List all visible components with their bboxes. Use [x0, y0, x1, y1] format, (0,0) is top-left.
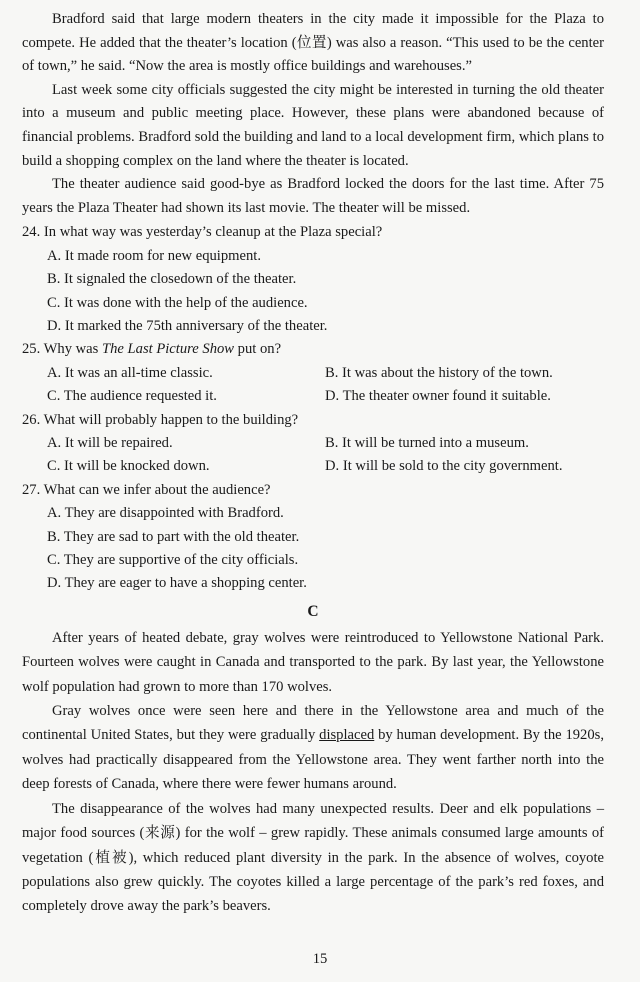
passage-b	[22, 8, 604, 220]
section-c-heading: C	[307, 602, 319, 620]
question-26	[22, 409, 604, 479]
question-24-option-c: C. It was done with the help of the audience.	[47, 294, 308, 311]
passage-c-paragraph-1: After years of heated debate, gray wolves were reintroduced to Yellowstone National Park. Fourteen wolves were caught in Canada and transported to the park. By last year, the Yellowstone wolf population had grown to more than 170 wolves.	[22, 629, 604, 695]
passage-b-paragraph-2: Last week some city officials suggested the city might be interested in turning the old theater into a museum and public meeting place. However, these plans were abandoned because of financial problems. Bradford sold the building and land to a local development firm, which plans to build a shopping complex on the land where the theater is located.	[22, 81, 604, 169]
question-list	[22, 221, 604, 596]
question-26-option-d: D. It will be sold to the city government.	[325, 458, 563, 475]
passage-c	[22, 626, 604, 919]
question-27-option-d: D. They are eager to have a shopping center.	[47, 575, 307, 592]
question-25-option-a: A. It was an all-time classic.	[47, 364, 213, 381]
passage-c-paragraph-2-before: Gray wolves once were seen here and there in the Yellowstone area and much of the continental United States, but they were gradually	[22, 703, 604, 744]
passage-b-paragraph-3: The theater audience said good-bye as Bradford locked the doors for the last time. After 75 years the Plaza Theater had shown its last movie. The theater will be missed.	[22, 176, 604, 216]
question-27-option-b: B. They are sad to part with the old theater.	[47, 528, 300, 545]
underlined-word-displaced: displaced	[319, 727, 375, 744]
passage-c-paragraph-2	[22, 699, 604, 797]
question-25-stem	[22, 338, 604, 361]
question-25	[22, 338, 604, 408]
question-25-option-d: D. The theater owner found it suitable.	[325, 388, 551, 405]
question-24-option-b: B. It signaled the closedown of the theater.	[47, 271, 297, 288]
question-25-options	[22, 362, 604, 409]
question-27	[22, 479, 604, 596]
question-25-option-c: C. The audience requested it.	[47, 388, 217, 405]
question-25-option-b: B. It was about the history of the town.	[325, 364, 553, 381]
question-25-stem-suffix: put on?	[234, 341, 282, 358]
question-24-stem: 24. In what way was yesterday’s cleanup at the Plaza special?	[22, 224, 383, 241]
question-26-options	[22, 432, 604, 479]
question-24-option-d: D. It marked the 75th anniversary of the theater.	[47, 317, 328, 334]
question-26-option-c: C. It will be knocked down.	[47, 458, 210, 475]
question-26-option-b: B. It will be turned into a museum.	[325, 435, 529, 451]
passage-b-paragraph-1: Bradford said that large modern theaters in the city made it impossible for the Plaza to compete. He added that the theater’s location (位置) was also a reason. “This used to be the center of town,” he said. “Now the area is mostly office buildings and warehouses.”	[22, 11, 604, 75]
question-24	[22, 221, 604, 338]
question-26-stem: 26. What will probably happen to the building?	[22, 411, 299, 428]
page-number: 15	[312, 951, 328, 967]
passage-c-paragraph-3: The disappearance of the wolves had many unexpected results. Deer and elk populations – major food sources (来源) for the wolf – grew rapidly. These animals consumed large amounts of vegetation (植被), which reduced plant diversity in the park. In the absence of wolves, coyote populations also grew quickly. The coyotes killed a large percentage of the park’s red foxes, and completely drove away the park’s beavers.	[22, 800, 604, 915]
question-27-option-c: C. They are supportive of the city officials.	[47, 552, 299, 569]
question-26-option-a: A. It will be repaired.	[47, 435, 173, 451]
question-24-option-a: A. It made room for new equipment.	[47, 247, 261, 264]
movie-title: The Last Picture Show	[102, 341, 235, 358]
question-25-stem-prefix: 25. Why was	[22, 341, 102, 358]
question-27-stem: 27. What can we infer about the audience?	[22, 481, 271, 498]
passage-c-paragraph-2-after: by human development. By the 1920s, wolves had practically disappeared from the Yellowstone area. They went farther north into the deep forests of Canada, where there were fewer humans around.	[22, 727, 604, 793]
question-27-option-a: A. They are disappointed with Bradford.	[47, 505, 284, 522]
